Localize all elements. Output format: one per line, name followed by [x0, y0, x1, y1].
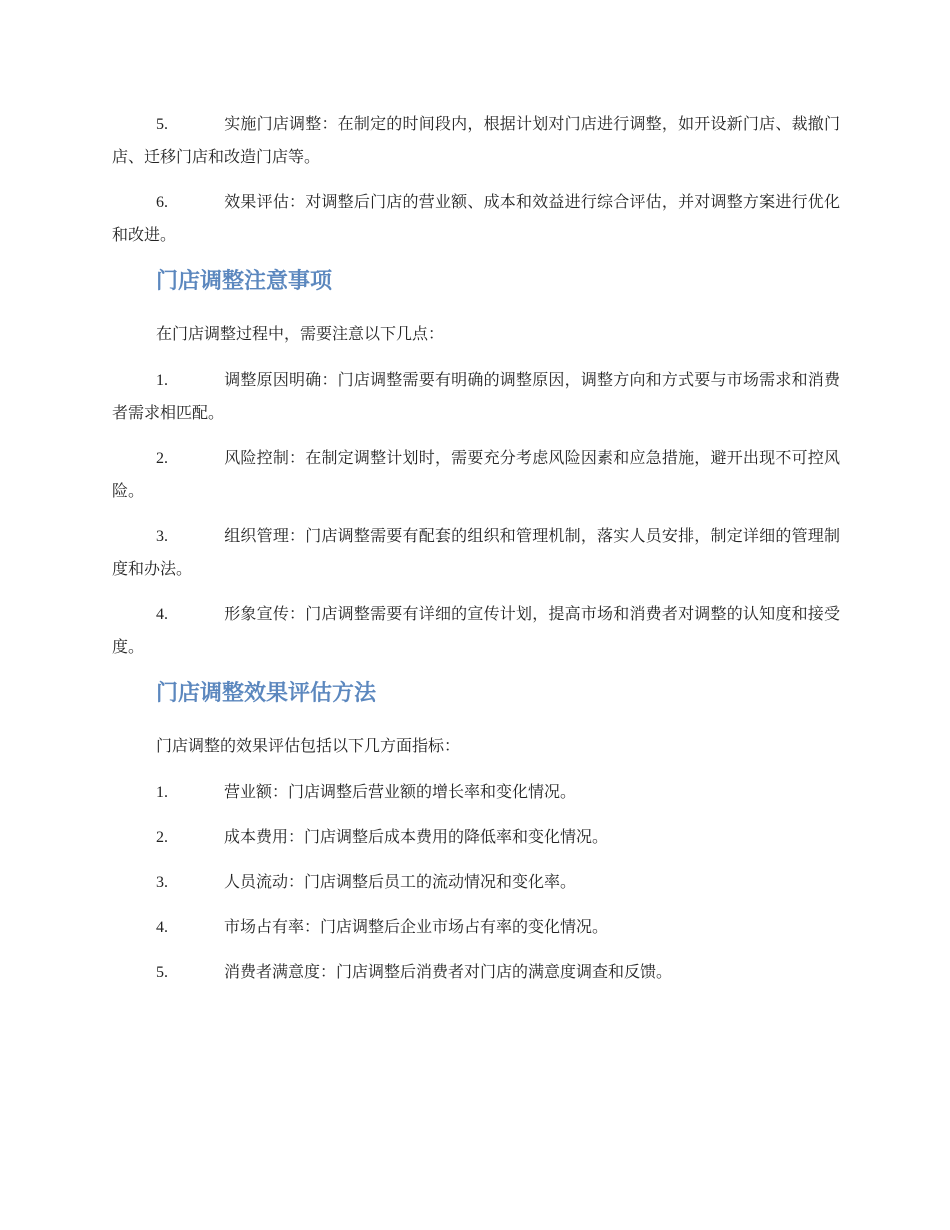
- list-item-number: 5.: [156, 116, 168, 133]
- list-item-text: 市场占有率：门店调整后企业市场占有率的变化情况。: [224, 917, 609, 936]
- list-item-text: 风险控制：在制定调整计划时，需要充分考虑风险因素和应急措施，避开出现不可控风险。: [112, 448, 840, 500]
- section-heading-evaluation: 门店调整效果评估方法: [156, 681, 377, 706]
- list-item-text: 实施门店调整：在制定的时间段内，根据计划对门店进行调整，如开设新门店、裁撤门店、迁移门店和改造门店等。: [112, 114, 840, 166]
- list-item: [112, 108, 840, 173]
- list-item-text: 形象宣传：门店调整需要有详细的宣传计划，提高市场和消费者对调整的认知度和接受度。: [112, 604, 840, 656]
- list-item: [156, 776, 576, 809]
- list-item: [112, 186, 840, 251]
- section-heading-precautions: 门店调整注意事项: [156, 269, 333, 294]
- list-item-text: 调整原因明确：门店调整需要有明确的调整原因，调整方向和方式要与市场需求和消费者需求相匹配。: [112, 370, 840, 422]
- list-item-text: 效果评估：对调整后门店的营业额、成本和效益进行综合评估，并对调整方案进行优化和改进。: [112, 192, 840, 244]
- section-intro: 在门店调整过程中，需要注意以下几点：: [156, 324, 445, 343]
- list-item-text: 消费者满意度：门店调整后消费者对门店的满意度调查和反馈。: [224, 962, 673, 981]
- list-item-number: 5.: [156, 964, 168, 981]
- list-item-text: 营业额：门店调整后营业额的增长率和变化情况。: [224, 782, 577, 801]
- list-item: [112, 520, 840, 585]
- list-item-number: 4.: [156, 606, 168, 623]
- list-item-number: 1.: [156, 372, 168, 389]
- list-item-number: 6.: [156, 194, 168, 211]
- list-item: [112, 598, 840, 663]
- list-item: [112, 442, 840, 507]
- list-item: [156, 911, 608, 944]
- list-item-number: 2.: [156, 450, 168, 467]
- list-item-number: 2.: [156, 829, 168, 846]
- list-item-text: 人员流动：门店调整后员工的流动情况和变化率。: [224, 872, 577, 891]
- list-item: [156, 866, 576, 899]
- section-intro: 门店调整的效果评估包括以下几方面指标：: [156, 736, 461, 755]
- list-item-number: 1.: [156, 784, 168, 801]
- list-item-text: 组织管理：门店调整需要有配套的组织和管理机制，落实人员安排，制定详细的管理制度和办法。: [112, 526, 840, 578]
- list-item: [156, 956, 672, 989]
- list-item-text: 成本费用：门店调整后成本费用的降低率和变化情况。: [224, 827, 609, 846]
- list-item: [156, 821, 608, 854]
- list-item-number: 3.: [156, 874, 168, 891]
- list-item-number: 4.: [156, 919, 168, 936]
- list-item-number: 3.: [156, 528, 168, 545]
- list-item: [112, 364, 840, 429]
